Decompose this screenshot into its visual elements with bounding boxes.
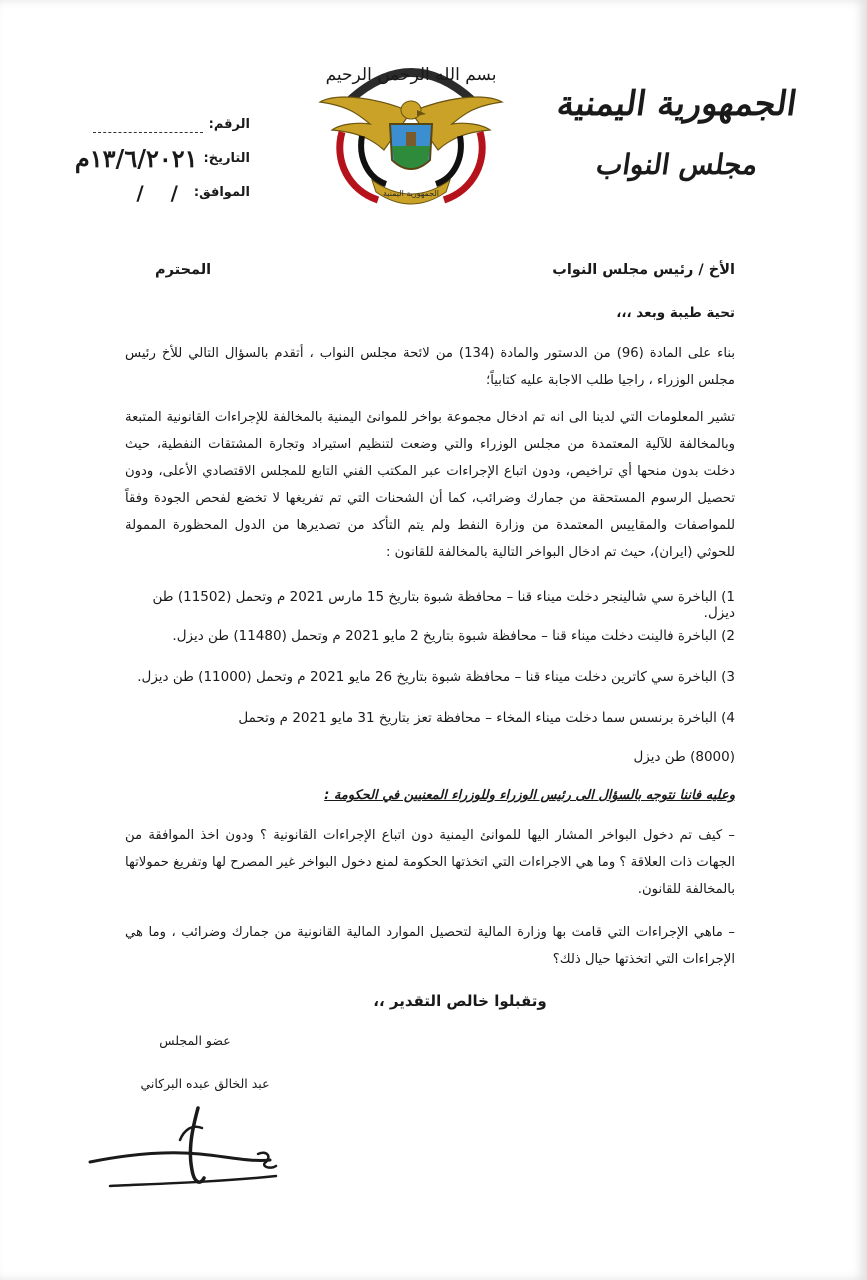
question-2: – ماهي الإجراءات التي قامت بها وزارة المالية لتحصيل الموارد المالية القانونية من جمارك وضرائب ، وما هي الإجراءات التي اتخذتها حيال ذلك؟: [125, 925, 735, 967]
date-label: التاريخ:: [203, 151, 250, 166]
addressee-line: [155, 262, 735, 278]
number-label: الرقم:: [208, 117, 250, 132]
signature-icon: [80, 1100, 300, 1200]
member-title: عضو المجلس: [159, 1033, 231, 1048]
date-row: [30, 142, 250, 176]
intro-paragraph: بناء على المادة (96) من الدستور والمادة (134) من لائحة مجلس النواب ، أتقدم بالسؤال التالي للأخ رئيس مجلس الوزراء ، راجيا طلب الاجابة عليه كتابياً؛: [125, 346, 735, 388]
questions-heading: وعليه فاننا نتوجه بالسؤال الى رئيس الوزراء وللوزراء المعنيين في الحكومة :: [324, 788, 735, 803]
number-slot: [93, 118, 203, 133]
emblem-banner-text: الجمهورية اليمنية: [382, 189, 440, 198]
number-row: [30, 108, 250, 142]
respect-word: المحترم: [155, 262, 212, 278]
yemen-emblem-icon: [318, 40, 504, 210]
reference-block: [30, 108, 250, 210]
council-title: مجلس النواب: [594, 148, 760, 181]
addressee: الأخ / رئيس مجلس النواب: [552, 262, 735, 278]
republic-title: الجمهورية اليمنية: [554, 84, 800, 124]
ship-item-4-cont: (8000) طن ديزل: [633, 749, 735, 765]
corresponding-label: الموافق:: [193, 185, 250, 200]
date-value: ١٣/٦/٢٠٢١م: [74, 144, 198, 173]
corresponding-row: [30, 176, 250, 210]
closing-line: وتقبلوا خالص التقدير ،،: [373, 992, 547, 1010]
ship-item-4: 4) الباخرة برنسس سما دخلت ميناء المخاء – محافظة تعز بتاريخ 31 مايو 2021 م وتحمل: [238, 710, 735, 726]
greeting: تحية طيبة وبعد ،،،: [616, 305, 735, 321]
ship-item-3: 3) الباخرة سي كاترين دخلت ميناء قنا – محافظة شبوة بتاريخ 26 مايو 2021 م وتحمل (11000) طن ديزل.: [137, 669, 735, 685]
ship-item-1: 1) الباخرة سي شالينجر دخلت ميناء قنا – محافظة شبوة بتاريخ 15 مارس 2021 م وتحمل (11502) طن ديزل.: [152, 589, 735, 621]
details-paragraph: تشير المعلومات التي لدينا الى انه تم ادخال مجموعة بواخر للموانئ اليمنية بالمخالفة للإجراءات القانونية المتبعة وبالمخالفة للآلية المعتمدة من مجلس الوزراء والتي وضعت لتنظيم استيراد وتجارة المشتقات النفطية، حيث دخلت بدون منحها أي تراخيص، ودون اتباع الإجراءات عبر المكتب الفني التابع للمجلس الاقتصادي الأعلى، ودون تحصيل الرسوم المستحقة من جمارك وضرائب، كما أن الشحنات التي تم تفريغها لا تخضع لفحص الجودة وفقاً للمواصفات والمقاييس المعتمدة من وزارة النفط ولم يتم التأكد من تصديرها من الدول المحظورة الممولة للحوثي (ايران)، حيث تم ادخال البواخر التالية بالمخالفة للقانون :: [125, 410, 735, 560]
ship-item-2: 2) الباخرة فالينت دخلت ميناء قنا – محافظة شبوة بتاريخ 2 مايو 2021 م وتحمل (11480) طن ديزل.: [172, 628, 735, 644]
basmala-text: بسم الله الرحمن الرحيم: [325, 65, 497, 85]
member-name: عبد الخالق عبده البركاني: [140, 1076, 270, 1091]
question-1: – كيف تم دخول البواخر المشار اليها للموانئ اليمنية دون اتباع الإجراءات القانونية ؟ ودون اخذ الموافقة من الجهات ذات العلاقة ؟ وما هي الاجراءات التي اتخذتها الحكومة لمنع دخول البواخر غير المصرح لها وتفريغ حمولاتها بالمخالفة للقانون.: [125, 828, 735, 897]
corresponding-value: / /: [136, 181, 188, 205]
